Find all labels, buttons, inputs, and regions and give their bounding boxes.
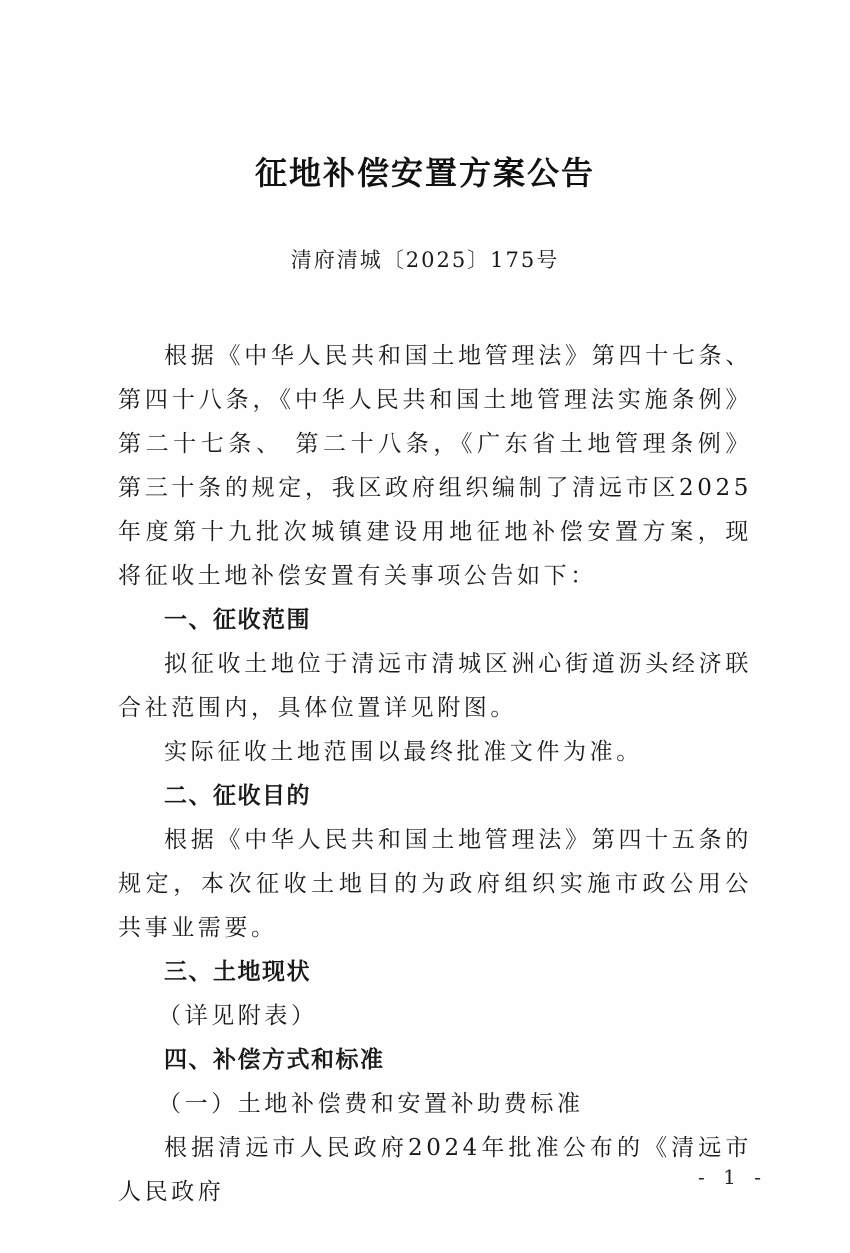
- land-status-note: （详见附表）: [158, 1003, 318, 1029]
- document-title: 征地补偿安置方案公告: [254, 154, 595, 192]
- section-heading-compensation: 四、补偿方式和标准: [164, 1047, 385, 1073]
- document-number: 清府清城〔2025〕175号: [290, 248, 560, 272]
- page-number: - 1 -: [698, 1165, 767, 1189]
- intro-paragraph: 根据《中华人民共和国土地管理法》第四十七条、第四十八条，《中华人民共和国土地管理法实施条例》第二十七条、 第二十八条，《广东省土地管理条例》第三十条的规定，我区政府组织编制了清远市区2025年度第十九批次城镇建设用地征地补偿安置方案，现将征收土地补偿安置有关事项公告如下：: [118, 343, 752, 589]
- scope-paragraph: 拟征收土地位于清远市清城区洲心街道沥头经济联合社范围内，具体位置详见附图。: [118, 651, 752, 721]
- compensation-paragraph: 根据清远市人民政府2024年批准公布的《清远市人民政府: [118, 1135, 752, 1205]
- section-heading-purpose: 二、征收目的: [164, 783, 311, 809]
- purpose-paragraph: 根据《中华人民共和国土地管理法》第四十五条的规定，本次征收土地目的为政府组织实施市政公用公共事业需要。: [118, 827, 752, 941]
- section-heading-scope: 一、征收范围: [164, 607, 311, 633]
- document-body: [118, 334, 752, 1214]
- subsection-heading-compensation-standard: （一）土地补偿费和安置补助费标准: [158, 1091, 584, 1117]
- section-heading-land-status: 三、土地现状: [164, 959, 311, 985]
- scope-note-paragraph: 实际征收土地范围以最终批准文件为准。: [164, 739, 643, 765]
